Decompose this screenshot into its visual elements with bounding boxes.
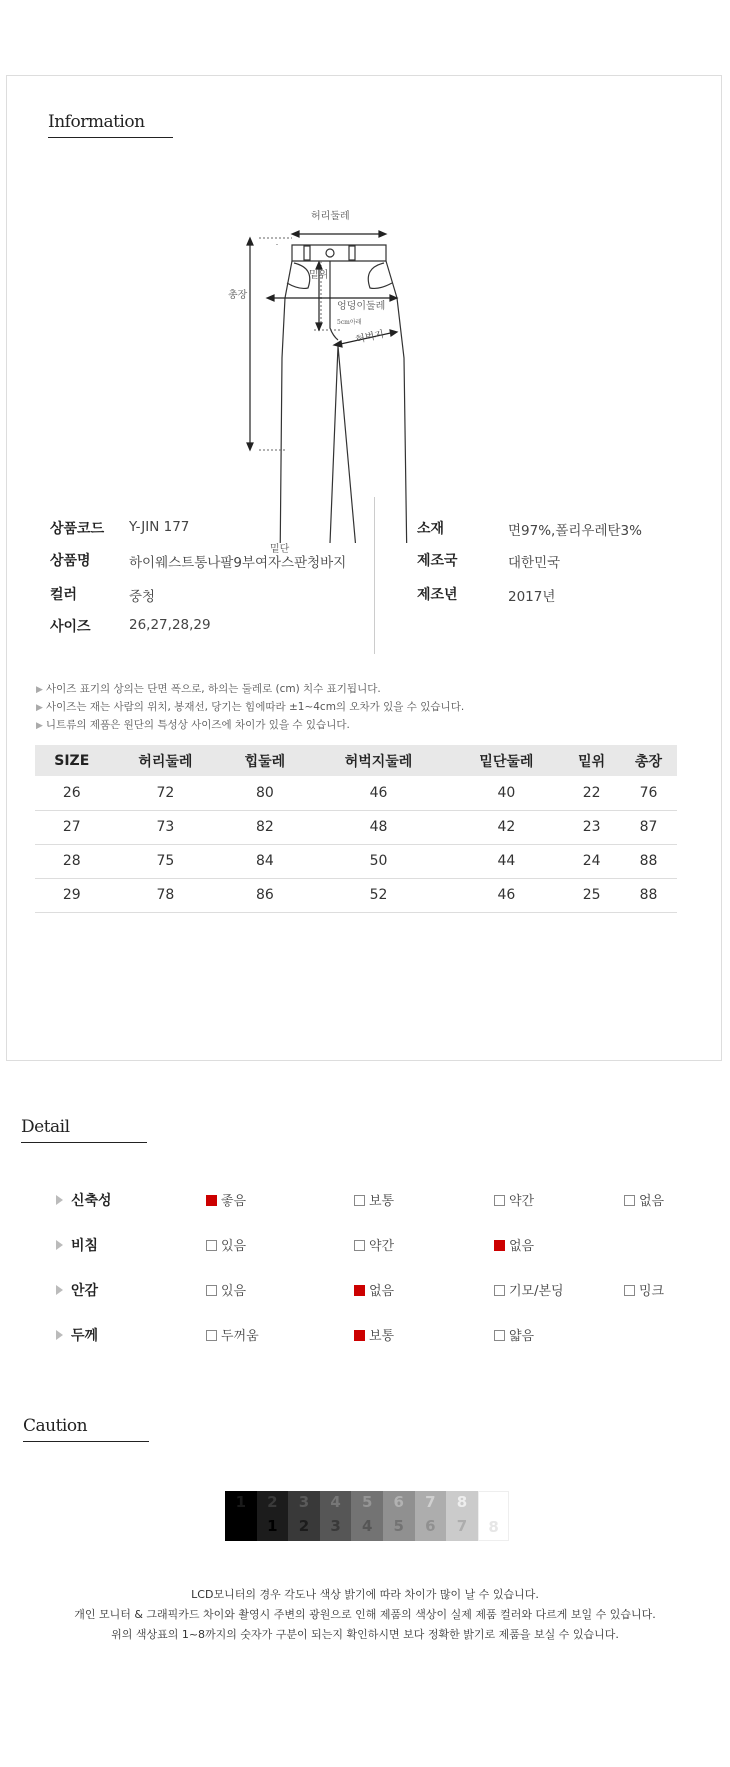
- pants-outline-icon: [237, 148, 467, 543]
- spec-divider: [374, 497, 375, 654]
- size-cell: 25: [563, 878, 620, 912]
- caution-line: LCD모니터의 경우 각도나 색상 밝기에 따라 차이가 많이 날 수 있습니다.: [191, 1588, 539, 1601]
- table-row: [35, 878, 677, 912]
- spec-key: 소재: [417, 521, 445, 537]
- size-col-header: 밑위: [563, 745, 620, 776]
- size-cell: 46: [307, 776, 449, 810]
- size-cell: 29: [35, 878, 109, 912]
- swatch-number-bottom: 2: [298, 1517, 310, 1535]
- size-cell: 46: [450, 878, 564, 912]
- detail-option: 보통: [354, 1325, 394, 1344]
- size-note: ▶ 사이즈는 재는 사람의 위치, 봉재선, 당기는 힘에따라 ±1~4cm의 오차가 있을 수 있습니다.: [36, 701, 465, 713]
- size-cell: 48: [307, 810, 449, 844]
- information-title-underline: [48, 137, 173, 138]
- size-col-header: 밑단둘레: [450, 745, 564, 776]
- swatch-number-bottom: 5: [393, 1517, 404, 1535]
- triangle-icon: [56, 1240, 63, 1250]
- size-cell: 88: [620, 878, 677, 912]
- brightness-swatch: [351, 1491, 383, 1541]
- table-row: [35, 776, 677, 810]
- brightness-swatch: [415, 1491, 447, 1541]
- detail-label: 두께: [56, 1325, 98, 1345]
- checkbox-icon: [206, 1240, 217, 1251]
- triangle-icon: [56, 1330, 63, 1340]
- swatch-number-top: 2: [267, 1493, 278, 1511]
- swatch-number-bottom: 4: [361, 1517, 373, 1535]
- swatch-number-bottom: 1: [267, 1517, 278, 1535]
- detail-row-sheerness: [56, 1235, 696, 1255]
- brightness-swatch: [225, 1491, 257, 1541]
- detail-option: 밍크: [624, 1280, 664, 1299]
- detail-option: 얇음: [494, 1325, 534, 1344]
- brightness-swatch: [288, 1491, 320, 1541]
- detail-option: 기모/본딩: [494, 1280, 564, 1299]
- size-cell: 88: [620, 844, 677, 878]
- triangle-icon: [56, 1195, 63, 1205]
- size-table: [35, 745, 677, 913]
- caution-line: 위의 색상표의 1~8까지의 숫자가 구분이 되는지 확인하시면 보다 정확한 밝기로 제품을 보실 수 있습니다.: [111, 1628, 619, 1641]
- size-col-header: SIZE: [35, 745, 109, 776]
- size-cell: 86: [222, 878, 307, 912]
- checkbox-icon: [494, 1195, 505, 1206]
- checkbox-icon: [206, 1195, 217, 1206]
- swatch-number-bottom: 6: [425, 1517, 436, 1535]
- detail-title-underline: [21, 1142, 147, 1143]
- diagram-label-waist: 허리둘레: [311, 211, 350, 222]
- size-cell: 22: [563, 776, 620, 810]
- brightness-swatch: [320, 1491, 352, 1541]
- checkbox-icon: [206, 1285, 217, 1296]
- size-cell: 44: [450, 844, 564, 878]
- size-col-header: 허리둘레: [109, 745, 223, 776]
- diagram-label-hip: 엉덩이둘레: [337, 301, 386, 312]
- swatch-number-bottom: 3: [330, 1517, 341, 1535]
- size-cell: 28: [35, 844, 109, 878]
- spec-value: 중청: [129, 589, 156, 605]
- size-cell: 26: [35, 776, 109, 810]
- spec-key: 제조국: [417, 553, 458, 569]
- size-cell: 27: [35, 810, 109, 844]
- swatch-number-top: 8: [456, 1493, 468, 1511]
- swatch-number-top: 3: [298, 1493, 310, 1511]
- detail-label: 안감: [56, 1280, 98, 1300]
- detail-label: 비침: [56, 1235, 98, 1255]
- swatch-number-top: 6: [393, 1493, 404, 1511]
- size-col-header: 허벅지둘레: [307, 745, 449, 776]
- information-title: Information: [48, 112, 145, 132]
- size-cell: 82: [222, 810, 307, 844]
- size-cell: 75: [109, 844, 223, 878]
- detail-option: 약간: [494, 1190, 534, 1209]
- swatch-number-top: 1: [235, 1493, 247, 1511]
- caution-title-underline: [23, 1441, 149, 1442]
- swatch-number-bottom: 7: [456, 1517, 468, 1535]
- detail-option: 없음: [354, 1280, 394, 1299]
- detail-row-lining: [56, 1280, 696, 1300]
- spec-key: 상품코드: [50, 521, 105, 537]
- diagram-label-hem: 밑단: [270, 544, 290, 555]
- checkbox-icon: [206, 1330, 217, 1341]
- spec-key: 상품명: [50, 553, 91, 569]
- checkbox-icon: [494, 1240, 505, 1251]
- size-cell: 42: [450, 810, 564, 844]
- spec-value: Y-JIN 177: [129, 519, 190, 535]
- detail-row-thickness: [56, 1325, 696, 1345]
- brightness-swatch: [478, 1491, 510, 1541]
- size-note: ▶ 사이즈 표기의 상의는 단면 폭으로, 하의는 둘레로 (cm) 치수 표기됩니다.: [36, 683, 381, 695]
- diagram-label-thigh: 허벅지: [354, 329, 386, 346]
- spec-key: 사이즈: [50, 619, 91, 635]
- size-cell: 76: [620, 776, 677, 810]
- checkbox-icon: [354, 1195, 365, 1206]
- diagram-label-rise: 밑위: [309, 270, 329, 281]
- detail-option: 있음: [206, 1280, 246, 1299]
- size-col-header: 총장: [620, 745, 677, 776]
- size-cell: 73: [109, 810, 223, 844]
- spec-value: 26,27,28,29: [129, 617, 211, 633]
- pants-measurement-diagram: [228, 148, 467, 555]
- size-cell: 50: [307, 844, 449, 878]
- size-cell: 80: [222, 776, 307, 810]
- swatch-number-top: 4: [330, 1493, 341, 1511]
- checkbox-icon: [624, 1285, 635, 1296]
- size-cell: 40: [450, 776, 564, 810]
- checkbox-icon: [494, 1330, 505, 1341]
- detail-option: 있음: [206, 1235, 246, 1254]
- diagram-label-length: 총장: [228, 290, 248, 301]
- brightness-swatch: [383, 1491, 415, 1541]
- size-cell: 72: [109, 776, 223, 810]
- detail-title: Detail: [21, 1117, 70, 1137]
- caution-line: 개인 모니터 & 그래픽카드 차이와 촬영시 주변의 광원으로 인해 제품의 색상이 실제 제품 컬러와 다르게 보일 수 있습니다.: [74, 1608, 656, 1621]
- spec-value: 2017년: [508, 589, 556, 605]
- size-cell: 87: [620, 810, 677, 844]
- spec-value: 하이웨스트통나팔9부여자스판청바지: [129, 555, 347, 571]
- information-panel: [6, 75, 722, 1061]
- brightness-swatch: [446, 1491, 478, 1541]
- size-cell: 78: [109, 878, 223, 912]
- detail-label: 신축성: [56, 1190, 112, 1210]
- size-col-header: 힙둘레: [222, 745, 307, 776]
- detail-option: 없음: [494, 1235, 534, 1254]
- checkbox-icon: [354, 1240, 365, 1251]
- brightness-swatch-bar: [225, 1491, 510, 1541]
- spec-key: 제조년: [417, 587, 458, 603]
- detail-option: 없음: [624, 1190, 664, 1209]
- detail-option: 약간: [354, 1235, 394, 1254]
- table-row: [35, 810, 677, 844]
- caution-title: Caution: [23, 1416, 88, 1436]
- spec-value: 대한민국: [508, 555, 561, 571]
- size-cell: 23: [563, 810, 620, 844]
- size-table-header: [35, 745, 677, 776]
- checkbox-icon: [354, 1330, 365, 1341]
- swatch-number-bottom: 8: [488, 1518, 499, 1536]
- spec-key: 컬러: [50, 587, 78, 603]
- detail-option: 두꺼움: [206, 1325, 259, 1344]
- size-cell: 52: [307, 878, 449, 912]
- triangle-icon: [56, 1285, 63, 1295]
- swatch-number-top: 7: [425, 1493, 436, 1511]
- detail-option: 좋음: [206, 1190, 246, 1209]
- checkbox-icon: [624, 1195, 635, 1206]
- detail-row-stretch: [56, 1190, 696, 1210]
- checkbox-icon: [494, 1285, 505, 1296]
- diagram-label-thigh-note: 5cm아래: [337, 319, 362, 326]
- size-note: ▶ 니트류의 제품은 원단의 특성상 사이즈에 차이가 있을 수 있습니다.: [36, 719, 350, 731]
- checkbox-icon: [354, 1285, 365, 1296]
- spec-value: 면97%,폴리우레탄3%: [508, 523, 642, 539]
- size-cell: 24: [563, 844, 620, 878]
- table-row: [35, 844, 677, 878]
- brightness-swatch: [257, 1491, 289, 1541]
- detail-option: 보통: [354, 1190, 394, 1209]
- size-notes: [36, 680, 464, 734]
- swatch-number-top: 5: [361, 1493, 373, 1511]
- size-cell: 84: [222, 844, 307, 878]
